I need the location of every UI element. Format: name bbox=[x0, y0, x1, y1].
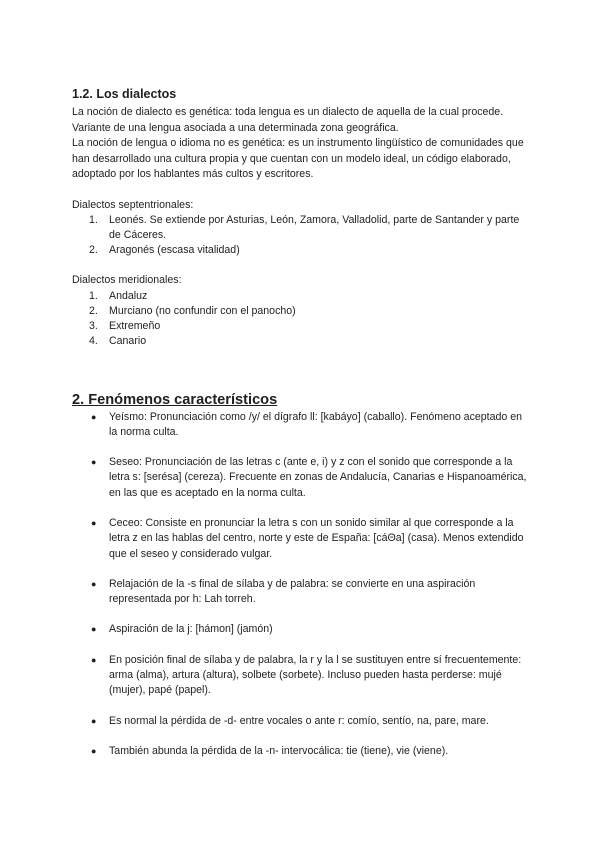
list-item-text: Extremeño bbox=[109, 319, 161, 332]
list-item-text: Es normal la pérdida de -d- entre vocales o ante r: comío, sentío, na, pare, mare. bbox=[109, 714, 489, 727]
list-item-text: También abunda la pérdida de la -n- intervocálica: tie (tiene), vie (viene). bbox=[109, 744, 449, 757]
list-number: 4. bbox=[89, 334, 98, 347]
bullet-icon: ● bbox=[91, 411, 97, 422]
paragraph: La noción de lengua o idioma no es genética: es un instrumento lingüístico de comunidades que han desarrollado una cultura propia y que cuentan con un modelo ideal, un código elaborado, adoptado por los hablantes más cultos y escritores. bbox=[72, 137, 524, 180]
list-item-text: Ceceo: Consiste en pronunciar la letra s con un sonido similar al que corresponde a la letra z en las hablas del centro, norte y este de España: [cáΘa] (casa). Menos extendido que el seseo y considerado vulgar. bbox=[109, 516, 524, 560]
list-item bbox=[72, 410, 532, 441]
list-number: 1. bbox=[89, 214, 98, 226]
list-item-text: En posición final de sílaba y de palabra, la r y la l se sustituyen entre sí frecuentemente: arma (alma), artura (altura), solbete (sorbete). Incluso pueden hasta perderse: mujé (mujer), papé (papel). bbox=[109, 653, 522, 697]
bullet-icon: ● bbox=[91, 715, 97, 726]
bullet-icon: ● bbox=[91, 578, 97, 589]
list-number: 2. bbox=[89, 244, 98, 256]
fenomenos-list bbox=[72, 410, 532, 760]
bullet-icon: ● bbox=[91, 457, 97, 468]
list-item bbox=[72, 213, 532, 243]
list-number: 2. bbox=[89, 304, 98, 317]
bullet-icon: ● bbox=[91, 624, 97, 635]
bullet-icon: ● bbox=[91, 654, 97, 665]
list-item-text: Murciano (no confundir con el panocho) bbox=[109, 304, 296, 317]
list-label-septentrionales: Dialectos septentrionales: bbox=[72, 198, 194, 211]
spacer bbox=[72, 183, 532, 198]
septentrionales-list bbox=[72, 213, 532, 258]
list-item-text: Leonés. Se extiende por Asturias, León, Zamora, Valladolid, parte de Santander y parte de Cáceres. bbox=[109, 214, 520, 241]
list-item-text: Yeísmo: Pronunciación como /y/ el dígrafo ll: [kabáyo] (caballo). Fenómeno aceptado en la norma culta. bbox=[109, 410, 523, 438]
section-heading-fenomenos: 2. Fenómenos característicos bbox=[72, 391, 278, 408]
list-item-text: Canario bbox=[109, 334, 147, 347]
bullet-icon: ● bbox=[91, 745, 97, 756]
section-heading-dialectos: 1.2. Los dialectos bbox=[72, 87, 177, 101]
list-item bbox=[72, 577, 532, 608]
document-page bbox=[72, 86, 532, 759]
list-item bbox=[72, 319, 532, 334]
list-item bbox=[72, 653, 532, 699]
list-item bbox=[72, 744, 532, 759]
list-item bbox=[72, 714, 532, 729]
paragraph: La noción de dialecto es genética: toda lengua es un dialecto de aquella de la cual procede. bbox=[72, 106, 504, 118]
spacer bbox=[72, 349, 532, 391]
spacer bbox=[72, 258, 532, 273]
list-item-text: Andaluz bbox=[109, 289, 148, 302]
list-item bbox=[72, 304, 532, 319]
list-item bbox=[72, 455, 532, 501]
list-item-text: Aspiración de la j: [hámon] (jamón) bbox=[109, 623, 273, 636]
meridionales-list bbox=[72, 289, 532, 349]
list-item bbox=[72, 289, 532, 304]
list-number: 1. bbox=[89, 289, 98, 302]
list-label-meridionales: Dialectos meridionales: bbox=[72, 274, 182, 286]
list-item bbox=[72, 334, 532, 349]
list-item-text: Seseo: Pronunciación de las letras c (ante e, i) y z con el sonido que corresponde a la letra s: [serésa] (cereza). Frecuente en zonas de Andalucía, Canarias e Hispanoamérica, en las que es aceptado en la norma culta. bbox=[109, 456, 527, 499]
paragraph: Variante de una lengua asociada a una determinada zona geográfica. bbox=[72, 121, 399, 134]
list-item-text: Aragonés (escasa vitalidad) bbox=[109, 244, 240, 256]
list-item bbox=[72, 622, 532, 637]
list-number: 3. bbox=[89, 319, 98, 332]
list-item bbox=[72, 243, 532, 258]
list-item-text: Relajación de la -s final de sílaba y de palabra: se convierte en una aspiración representada por h: Lah torreh. bbox=[109, 577, 476, 606]
list-item bbox=[72, 516, 532, 562]
bullet-icon: ● bbox=[91, 517, 97, 528]
